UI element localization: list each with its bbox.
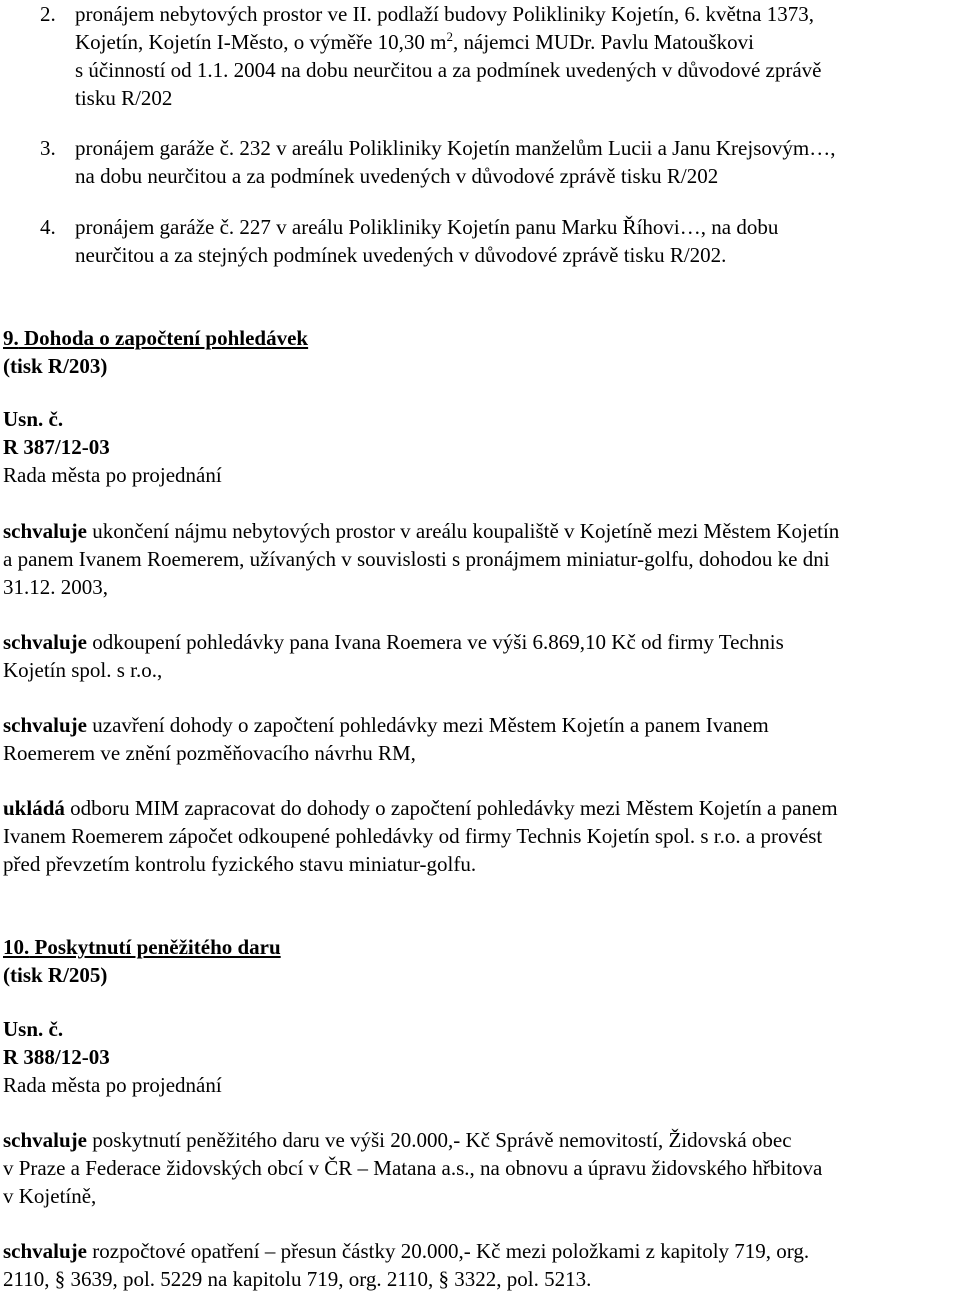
paragraph-line — [3, 794, 958, 822]
paragraph-line: v Praze a Federace židovských obcí v ČR – Matana a.s., na obnovu a úpravu židovského hřbitova — [3, 1156, 823, 1180]
section-heading-10 — [3, 933, 958, 961]
list-line: s účinností od 1.1. 2004 na dobu neurčitou a za podmínek uvedených v důvodové zprávě — [75, 58, 822, 82]
keyword: schvaluje — [3, 519, 87, 543]
heading-number: 10. — [3, 935, 30, 959]
rada-text: Rada města po projednání — [3, 463, 222, 487]
tisk-reference: (tisk R/203) — [3, 354, 108, 378]
paragraph-line: v Kojetíně, — [3, 1184, 97, 1208]
paragraph-line: Kojetín spol. s r.o., — [3, 658, 163, 682]
paragraph-line: Ivanem Roemerem zápočet odkoupené pohledávky od firmy Technis Kojetín spol. s r.o. a provést — [3, 824, 823, 848]
paragraph-line — [3, 711, 958, 739]
resolution-number: R 388/12-03 — [3, 1045, 110, 1069]
paragraph-line: Roemerem ve znění pozměňovacího návrhu RM, — [3, 741, 416, 765]
list-line: na dobu neurčitou a za podmínek uvedených v důvodové zprávě tisku R/202 — [75, 164, 719, 188]
list-line: pronájem garáže č. 232 v areálu Polikliniky Kojetín manželům Lucii a Janu Krejsovým…, — [75, 136, 836, 160]
list-line — [75, 28, 955, 56]
heading-title: Poskytnutí peněžitého daru — [34, 935, 281, 959]
keyword: schvaluje — [3, 1239, 87, 1263]
paragraph-line: před převzetím kontrolu fyzického stavu miniatur-golfu. — [3, 852, 477, 876]
paragraph-line — [3, 1237, 958, 1265]
keyword: schvaluje — [3, 630, 87, 654]
tisk-reference: (tisk R/205) — [3, 963, 108, 987]
list-line: pronájem garáže č. 227 v areálu Polikliniky Kojetín panu Marku Říhovi…, na dobu — [75, 215, 779, 239]
usn-label: Usn. č. — [3, 1017, 64, 1041]
paragraph-line: 2110, § 3639, pol. 5229 na kapitolu 719, org. 2110, § 3322, pol. 5213. — [3, 1267, 592, 1291]
paragraph-text: odboru MIM zapracovat do dohody o započtení pohledávky mezi Městem Kojetín a panem — [64, 796, 838, 820]
paragraph-text: ukončení nájmu nebytových prostor v areálu koupaliště v Kojetíně mezi Městem Kojetín — [87, 519, 840, 543]
keyword: schvaluje — [3, 713, 87, 737]
list-line: tisku R/202 — [75, 86, 173, 110]
heading-number: 9. — [3, 326, 19, 350]
keyword: ukládá — [3, 796, 65, 820]
keyword: schvaluje — [3, 1128, 87, 1152]
paragraph-line — [3, 1126, 958, 1154]
resolution-number: R 387/12-03 — [3, 435, 110, 459]
section-heading-9 — [3, 324, 958, 352]
list-text: , nájemci MUDr. Pavlu Matouškovi — [453, 30, 755, 54]
heading-title: Dohoda o započtení pohledávek — [24, 326, 309, 350]
paragraph-line — [3, 628, 958, 656]
paragraph-text: uzavření dohody o započtení pohledávky mezi Městem Kojetín a panem Ivanem — [87, 713, 769, 737]
usn-label: Usn. č. — [3, 407, 64, 431]
rada-text: Rada města po projednání — [3, 1073, 222, 1097]
paragraph-line — [3, 517, 958, 545]
list-number: 3. — [40, 136, 56, 160]
list-text: Kojetín, Kojetín I-Město, o výměře 10,30 m — [75, 30, 447, 54]
paragraph-line: 31.12. 2003, — [3, 575, 108, 599]
list-number: 2. — [40, 2, 56, 26]
list-line: neurčitou a za stejných podmínek uvedených v důvodové zprávě tisku R/202. — [75, 243, 727, 267]
paragraph-text: odkoupení pohledávky pana Ivana Roemera ve výši 6.869,10 Kč od firmy Technis — [87, 630, 784, 654]
list-line: pronájem nebytových prostor ve II. podlaží budovy Polikliniky Kojetín, 6. května 1373, — [75, 2, 814, 26]
superscript: 2 — [446, 29, 454, 44]
paragraph-text: poskytnutí peněžitého daru ve výši 20.000,- Kč Správě nemovitostí, Židovská obec — [87, 1128, 792, 1152]
paragraph-line: a panem Ivanem Roemerem, užívaných v souvislosti s pronájmem miniatur-golfu, dohodou ke dni — [3, 547, 830, 571]
paragraph-text: rozpočtové opatření – přesun částky 20.000,- Kč mezi položkami z kapitoly 719, org. — [87, 1239, 810, 1263]
list-number: 4. — [40, 215, 56, 239]
